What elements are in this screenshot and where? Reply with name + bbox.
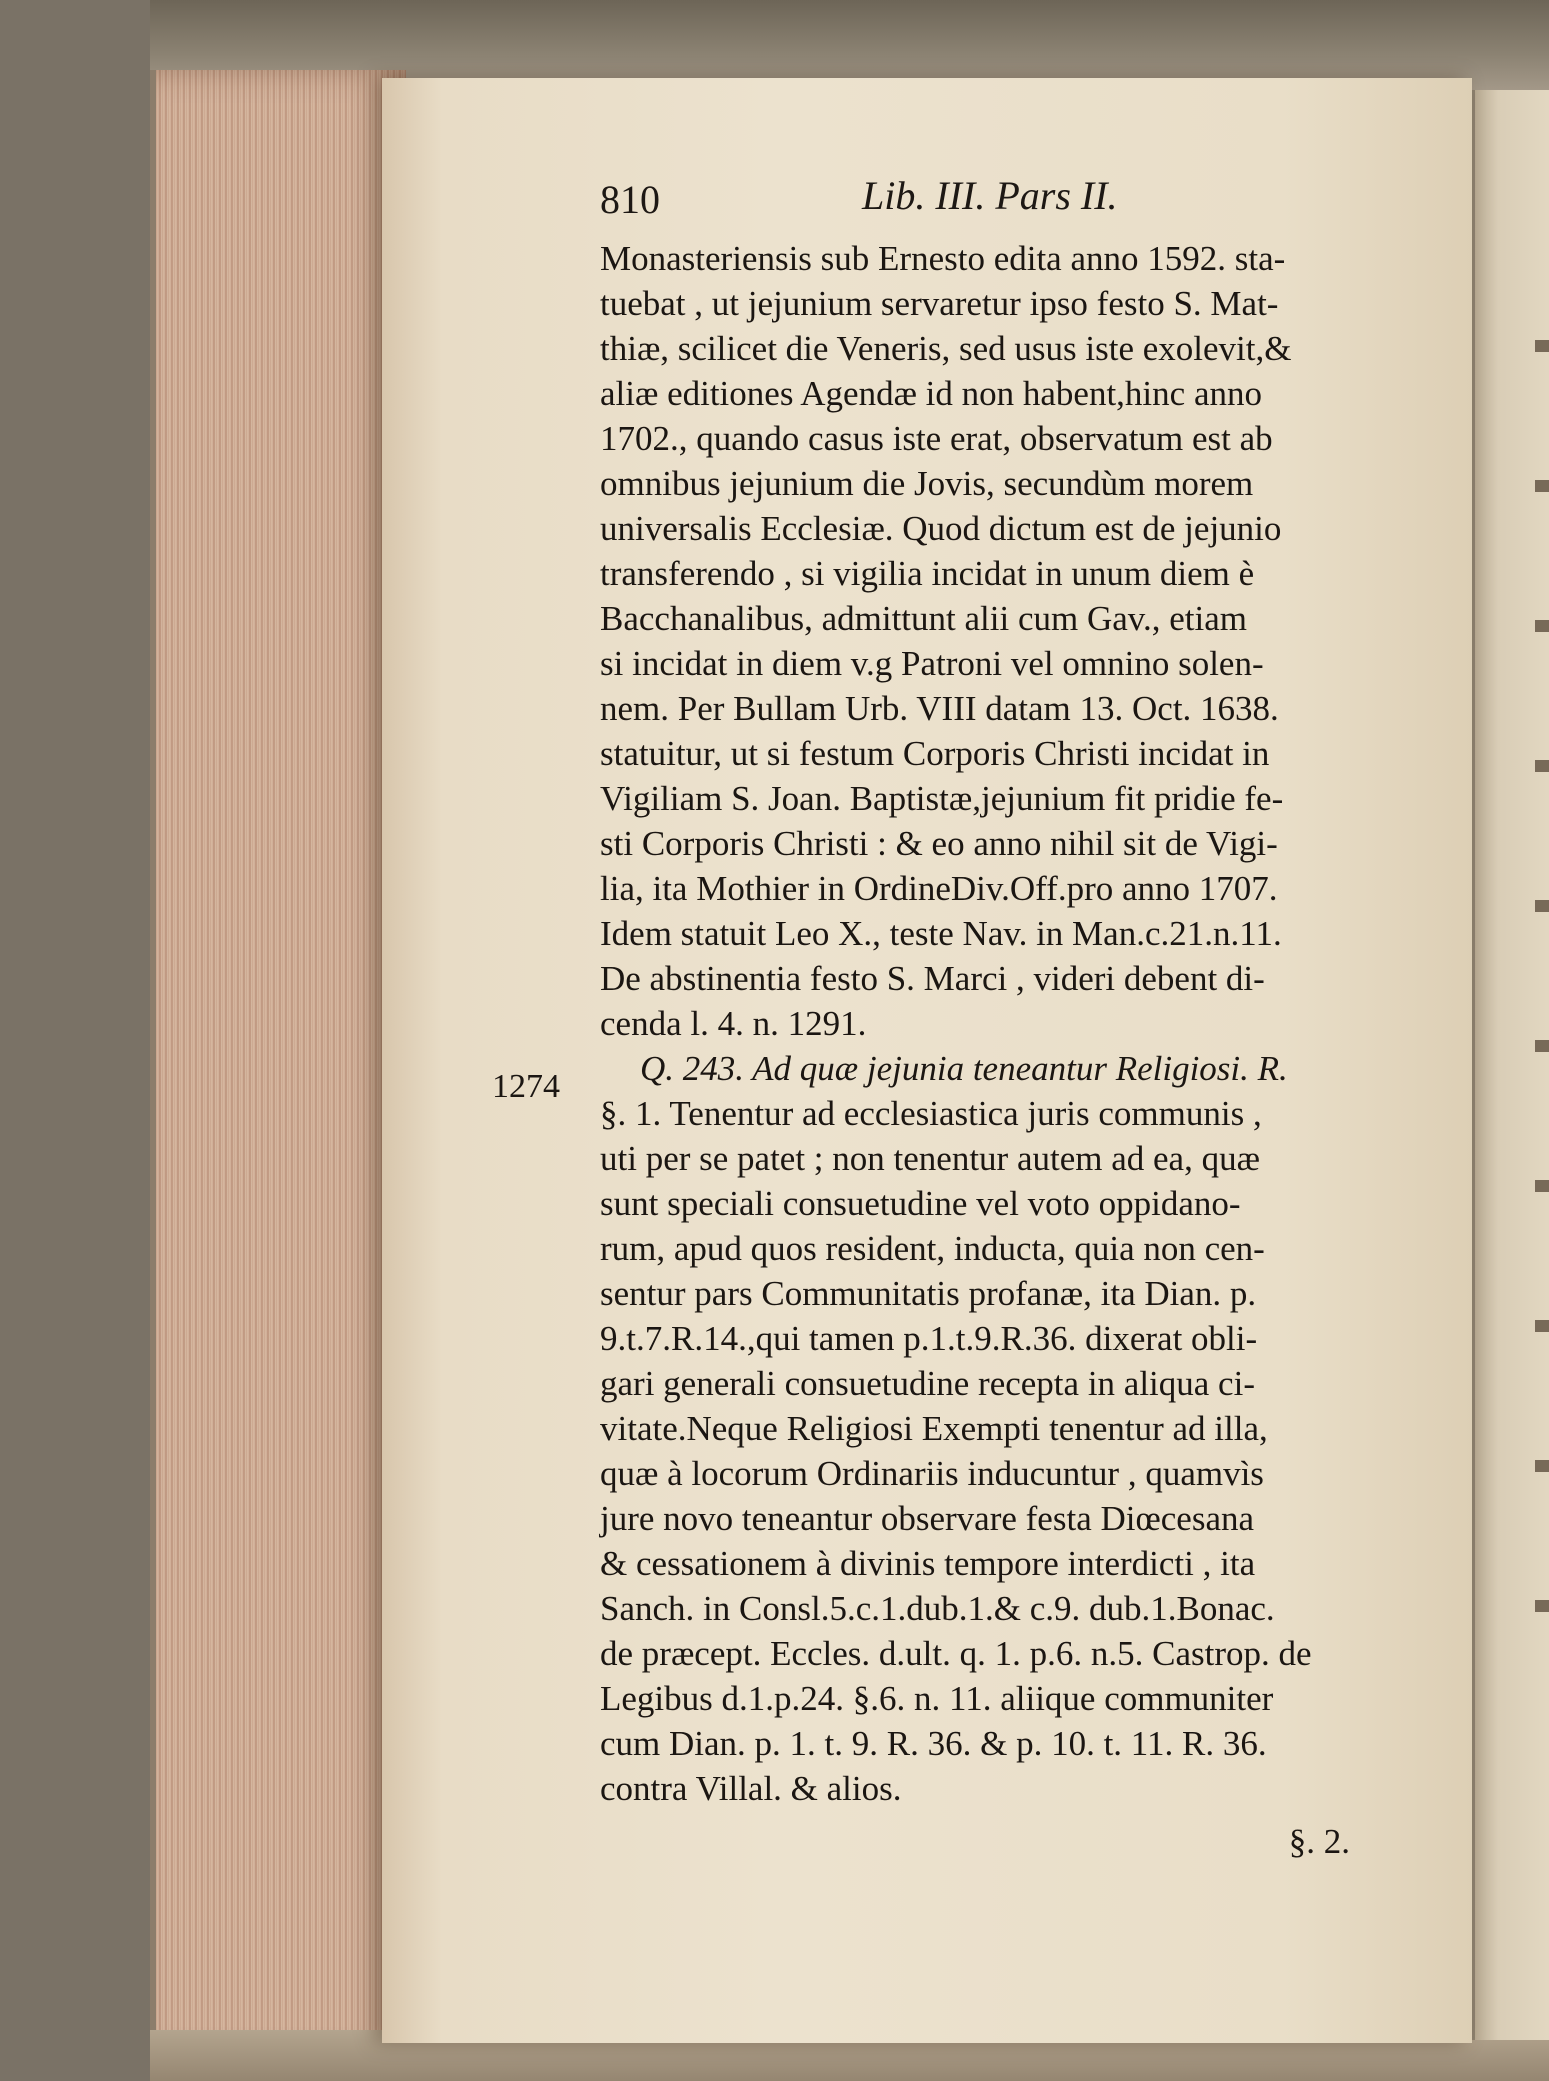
text-line: Bacchanalibus, admittunt alii cum Gav., etiam (600, 599, 1247, 638)
text-line: sti Corporis Christi : & eo anno nihil sit de Vigi- (600, 824, 1278, 863)
text-line: omnibus jejunium die Jovis, secundùm morem (600, 464, 1254, 503)
text-line: statuitur, ut si festum Corporis Christi incidat in (600, 734, 1270, 773)
page-number: 810 (600, 177, 660, 222)
text-line: si incidat in diem v.g Patroni vel omnino solen- (600, 644, 1264, 683)
text-line: de præcept. Eccles. d.ult. q. 1. p.6. n.5. Castrop. de (600, 1634, 1312, 1673)
text-line: universalis Ecclesiæ. Quod dictum est de jejunio (600, 509, 1282, 548)
text-line: transferendo , si vigilia incidat in unum diem è (600, 554, 1255, 593)
page-block-edge (150, 70, 406, 2060)
text-line: 9.t.7.R.14.,qui tamen p.1.t.9.R.36. dixerat obli- (600, 1319, 1258, 1358)
text-line: lia, ita Mothier in OrdineDiv.Off.pro anno 1707. (600, 869, 1278, 908)
facing-page-text-fragments (1535, 280, 1549, 1680)
text-line: cenda l. 4. n. 1291. (600, 1004, 867, 1043)
text-line: jure novo teneantur observare festa Diœcesana (600, 1499, 1255, 1538)
text-line: aliæ editiones Agendæ id non habent,hinc anno (600, 374, 1262, 413)
text-line: De abstinentia festo S. Marci , videri debent di- (600, 959, 1265, 998)
text-line: nem. Per Bullam Urb. VIII datam 13. Oct. 1638. (600, 689, 1279, 728)
text-line: Sanch. in Consl.5.c.1.dub.1.& c.9. dub.1.Bonac. (600, 1589, 1275, 1628)
question-line: Q. 243. Ad quæ jejunia teneantur Religiosi. R. (640, 1049, 1288, 1088)
text-line: sentur pars Communitatis profanæ, ita Dian. p. (600, 1274, 1257, 1313)
page-header (600, 168, 1240, 228)
marginal-number: 1274 (492, 1068, 560, 1105)
main-text (600, 236, 1390, 1864)
text-line: Legibus d.1.p.24. §.6. n. 11. aliique communiter (600, 1679, 1274, 1718)
text-line: 1702., quando casus iste erat, observatum est ab (600, 419, 1273, 458)
text-line: thiæ, scilicet die Veneris, sed usus iste exolevit,& (600, 329, 1292, 368)
text-line: Monasteriensis sub Ernesto edita anno 1592. sta- (600, 239, 1286, 278)
text-line: cum Dian. p. 1. t. 9. R. 36. & p. 10. t. 11. R. 36. (600, 1724, 1267, 1763)
text-line: vitate.Neque Religiosi Exempti tenentur ad illa, (600, 1409, 1268, 1448)
text-line: quæ à locorum Ordinariis inducuntur , quamvìs (600, 1454, 1264, 1493)
text-line: contra Villal. & alios. (600, 1769, 902, 1808)
text-line: Vigiliam S. Joan. Baptistæ,jejunium fit pridie fe- (600, 779, 1284, 818)
text-line: Idem statuit Leo X., teste Nav. in Man.c.21.n.11. (600, 914, 1282, 953)
running-title: Lib. III. Pars II. (862, 173, 1118, 218)
catchword: §. 2. (1288, 1822, 1350, 1861)
text-line: gari generali consuetudine recepta in aliqua ci- (600, 1364, 1255, 1403)
text-line: uti per se patet ; non tenentur autem ad ea, quæ (600, 1139, 1260, 1178)
text-line: rum, apud quos resident, inducta, quia non cen- (600, 1229, 1265, 1268)
text-line: & cessationem à divinis tempore interdicti , ita (600, 1544, 1256, 1583)
text-line: tuebat , ut jejunium servaretur ipso festo S. Mat- (600, 284, 1279, 323)
text-line: sunt speciali consuetudine vel voto oppidano- (600, 1184, 1241, 1223)
text-line: §. 1. Tenentur ad ecclesiastica juris communis , (600, 1094, 1262, 1133)
